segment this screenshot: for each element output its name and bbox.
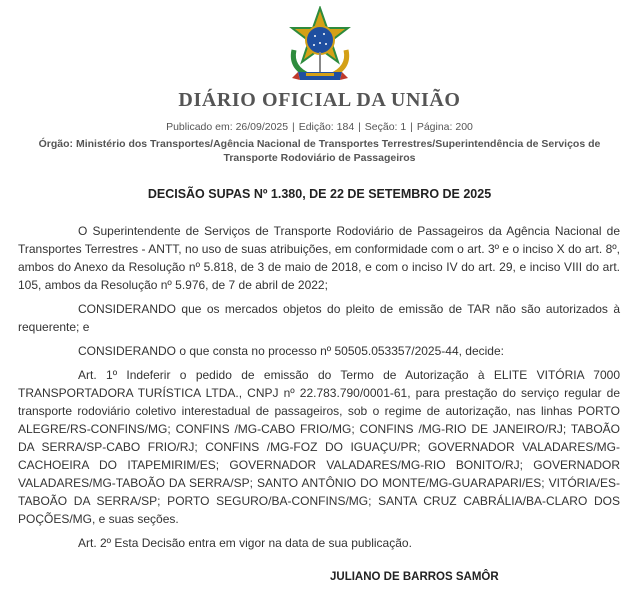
coat-of-arms-icon	[284, 6, 356, 86]
separator: |	[358, 121, 361, 133]
preamble-paragraph: O Superintendente de Serviços de Transporte Rodoviário de Passageiros da Agência Nacional de Transportes Terrestres - ANTT, no uso de suas atribuições, em conformidade com o art. 3º e o inciso X do art. 8º, ambos do Anexo da Resolução nº 5.818, de 3 de maio de 2018, e com o inciso IV do art. 29, e inciso VIII do art. 105, ambos da Resolução nº 5.976, de 7 de abril de 2022;	[18, 224, 620, 292]
article-1-paragraph: Art. 1º Indeferir o pedido de emissão do Termo de Autorização à ELITE VITÓRIA 7000 TRANSPORTADORA TURÍSTICA LTDA., CNPJ nº 22.783.790/0001-61, para prestação do serviço regular de transporte rodoviário coletivo interestadual de passageiros, sob o regime de autorização, nas linhas PORTO ALEGRE/RS-CONFINS/MG; CONFINS /MG-CABO FRIO/MG; CONFINS /MG-RIO DE JANEIRO/RJ; TABOÃO DA SERRA/SP-CABO FRIO/RJ; CONFINS /MG-FOZ DO IGUAÇU/PR; GOVERNADOR VALADARES/MG-CACHOEIRA DO ITAPEMIRIM/ES; GOVERNADOR VALADARES/MG-RIO BONITO/RJ; GOVERNADOR VALADARES/MG-TABOÃO DA SERRA/SP; SANTO ANTÔNIO DO MONTE/MG-GUARAPARI/ES; VITÓRIA/ES-TABOÃO DA SERRA/SP; PORTO SEGURO/BA-CONFINS/MG; SANTA CRUZ CABRÁLIA/BA-CLARO DOS POÇÕES/MG, e suas seções.	[18, 368, 620, 526]
section-label: Seção:	[364, 121, 398, 133]
section-number: 1	[400, 121, 407, 133]
publication-info	[0, 121, 639, 133]
page-number: 200	[455, 121, 473, 133]
organ-name: Ministério dos Transportes/Agência Nacional de Transportes Terrestres/Superintendência de Serviços de Transporte Rodoviário de Passageiros	[75, 138, 601, 164]
edition-number: 184	[336, 121, 355, 133]
edition-label: Edição:	[298, 121, 334, 133]
organ-label: Órgão:	[38, 138, 74, 150]
masthead-title: DIÁRIO OFICIAL DA UNIÃO	[178, 89, 461, 111]
published-date: 26/09/2025	[235, 121, 289, 133]
document-title: DECISÃO SUPAS Nº 1.380, DE 22 DE SETEMBRO DE 2025	[147, 187, 492, 201]
organ-info	[22, 137, 617, 165]
published-label: Publicado em:	[166, 121, 233, 133]
considerando-paragraph: CONSIDERANDO o que consta no processo nº 50505.053357/2025-44, decide:	[78, 344, 504, 358]
signature: JULIANO DE BARROS SAMÔR	[330, 571, 499, 583]
separator: |	[410, 121, 413, 133]
page-label: Página:	[416, 121, 453, 133]
document-body	[18, 222, 620, 558]
separator: |	[292, 121, 295, 133]
considerando-paragraph: CONSIDERANDO que os mercados objetos do pleito de emissão de TAR não são autorizados à requerente; e	[18, 302, 620, 334]
article-2-paragraph: Art. 2º Esta Decisão entra em vigor na data de sua publicação.	[78, 536, 412, 550]
